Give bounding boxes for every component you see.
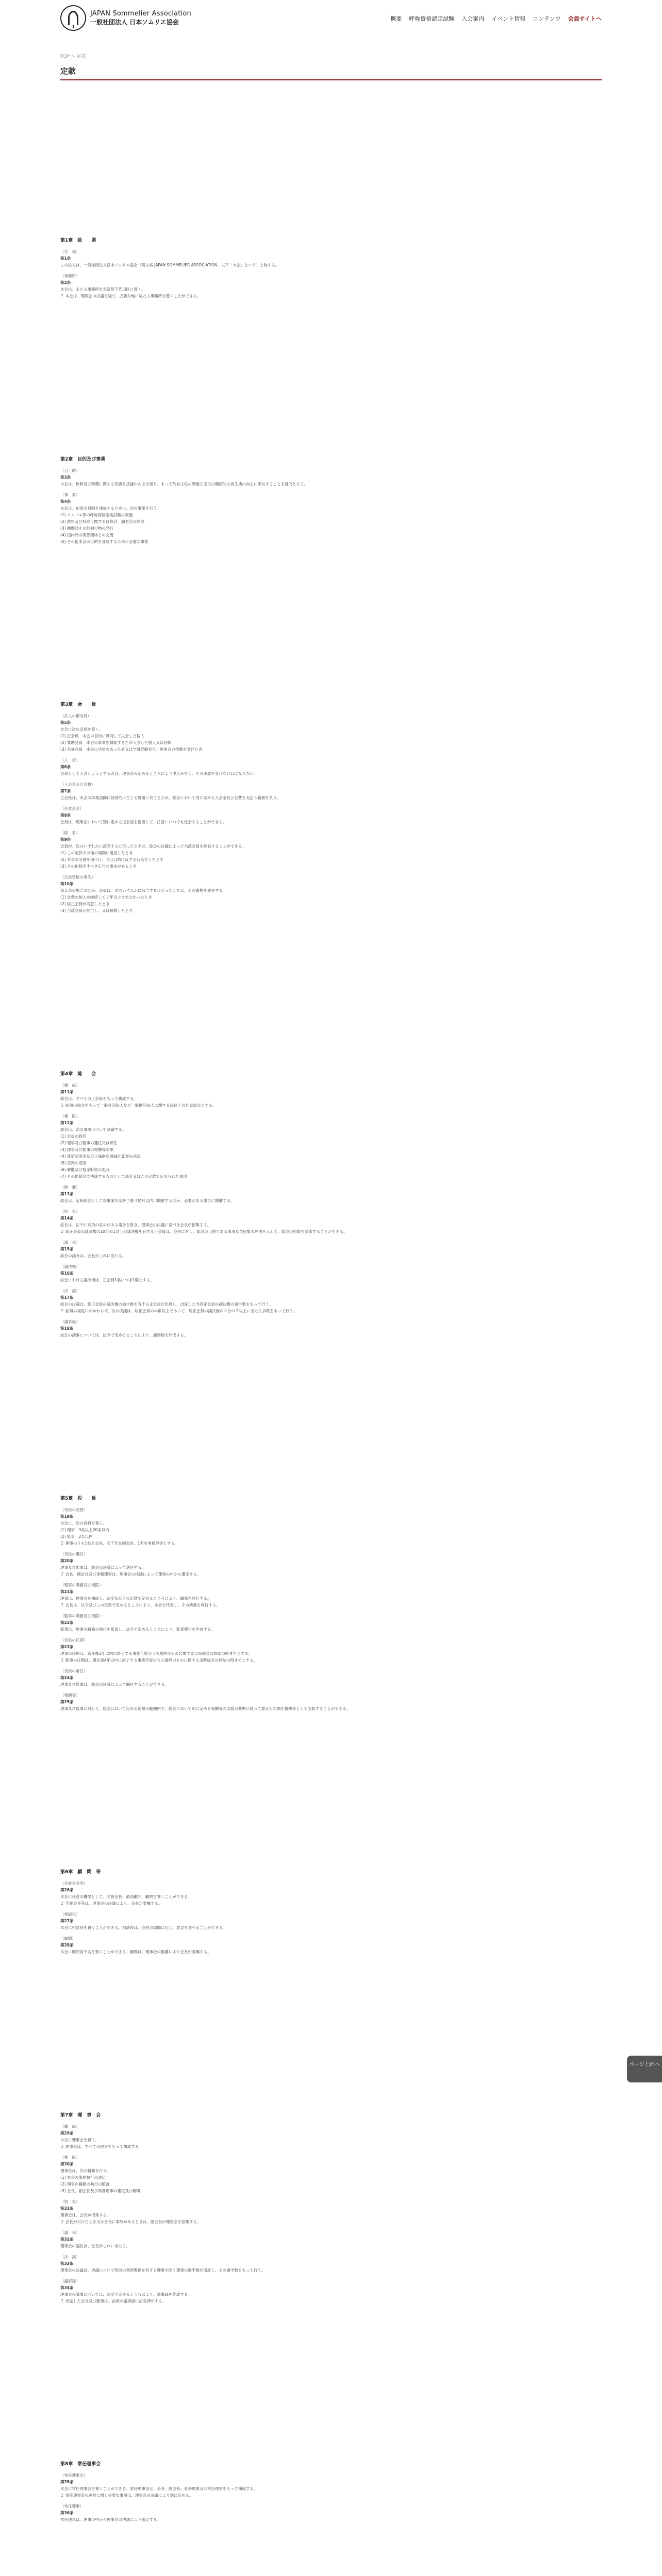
article-caption: （役員の解任） [60, 1668, 88, 1673]
article-caption: （議決権） [60, 1264, 80, 1269]
article-text-line: 会員として入会しようとする者は、理事会の定めるところにより申込みをし、その承認を受けなければならない。 [60, 771, 258, 776]
article-caption: （役員の選任） [60, 1551, 88, 1556]
article-caption: （議事録） [60, 2278, 80, 2283]
article-text-line: 会員は、理事会において別に定める退会届を提出して、任意にいつでも退会することができる。 [60, 820, 227, 825]
article-number: 第5条 [60, 720, 71, 725]
article-caption: （入 会） [60, 758, 80, 763]
article-caption: （顧問） [60, 1936, 76, 1941]
article-text-line: ２ 常任理事会の運営に関し必要な事項は、理事会の決議により別に定める。 [60, 2493, 193, 2498]
article-number: 第23条 [60, 1644, 74, 1649]
article-text-line: ２ 総正会員の議決権の10分の1以上の議決権を有する正会員は、会長に対し、総会の目的である事項及び招集の理由を示して、総会の招集を請求することができる。 [60, 1229, 347, 1234]
article-caption: （議 長） [60, 2230, 80, 2235]
article-text-line: (2) 監事 2名以内 [60, 1534, 93, 1539]
article-caption: （構 成） [60, 2124, 80, 2129]
article-caption: （会員資格の喪失） [60, 875, 95, 880]
article-number: 第30条 [60, 2161, 74, 2166]
article-number: 第14条 [60, 1216, 74, 1221]
article-text-line: (1) この定款その他の規則に違反したとき [60, 851, 133, 856]
article-caption: （任意退会） [60, 806, 84, 811]
article-number: 第3条 [60, 474, 71, 480]
article-caption: （決 議） [60, 1289, 80, 1294]
article-number: 第21条 [60, 1589, 74, 1594]
article-text-line: 前２条の場合のほか、会員は、次のいずれかに該当するに至ったときは、その資格を喪失する。 [60, 888, 227, 893]
article-text-line: 総会は、次の事項について決議する。 [60, 1127, 126, 1132]
article-number: 第29条 [60, 2130, 74, 2136]
article-text-line: ２ 監事の任期は、選任後4年以内に終了する事業年度のうち最終のものに関する定時総会の終結の時までとする。 [60, 1657, 258, 1663]
article-number: 第32条 [60, 2236, 74, 2242]
article-text-line: 監事は、理事の職務の執行を監査し、法令で定めるところにより、監査報告を作成する。 [60, 1626, 215, 1632]
article-text-line: 本会に顧問若干名を置くことができる。顧問は、理事会の推薦により会長が委嘱する。 [60, 1949, 211, 1954]
article-text-line: 本会は、前条の目的を達成するために、次の事業を行う。 [60, 505, 161, 511]
article-text-line: (1) ソムリエ等の呼称資格認定試験の実施 [60, 512, 133, 517]
article-text-line: (1) 会費の納入が継続して２年以上されなかったとき [60, 895, 153, 900]
article-caption: （招 集） [60, 1209, 80, 1214]
chapter-heading: 第6章 顧 問 等 [60, 1869, 101, 1875]
article-caption: （入会金及び会費） [60, 782, 95, 787]
article-caption: （監事の職務及び権限） [60, 1613, 103, 1618]
sommelier-glass-icon [60, 5, 86, 31]
article-caption: （事 業） [60, 492, 80, 497]
article-text-line: 理事会の議事については、法令で定めるところにより、議事録を作成する。 [60, 2292, 192, 2297]
article-number: 第17条 [60, 1295, 74, 1300]
article-text-line: 理事会は、次の職務を行う。 [60, 2168, 111, 2173]
article-text-line: 本会に、次の役員を置く。 [60, 1520, 107, 1526]
article-number: 第15条 [60, 1247, 74, 1252]
article-text-line: (1) 正会員 本会の目的に賛同して入会した個人 [60, 734, 145, 739]
article-text-line: この法人は、一般社団法人日本ソムリエ協会（英文名 JAPAN SOMMELIER ASSOCIATION、以下「本会」という）と称する。 [60, 262, 279, 267]
article-caption: （理事の職務及び権限） [60, 1582, 103, 1587]
article-caption: （名誉会長等） [60, 1880, 88, 1886]
article-text-line: (2) 賛助会員 本会の事業を賛助するため入会した個人又は団体 [60, 740, 172, 745]
article-text-line: (5) その他本会の目的を達成するために必要な事業 [60, 539, 148, 544]
article-text-line: (2) 理事の職務の執行の監督 [60, 2181, 110, 2187]
article-caption: （常任理事会） [60, 2473, 88, 2478]
article-text-line: 理事は、理事会を構成し、法令及びこの定款で定めるところにより、職務を執行する。 [60, 1596, 211, 1601]
page-title: 定款 [60, 66, 76, 76]
article-number: 第1条 [60, 256, 71, 261]
article-number: 第31条 [60, 2206, 74, 2211]
article-text-line: (1) 理事 3名以上20名以内 [60, 1527, 109, 1532]
article-text-line: (7) その他総会で決議するものとして法令又はこの定款で定められた事項 [60, 1174, 187, 1179]
article-caption: （構 成） [60, 1083, 80, 1088]
back-to-top-button[interactable]: ページ上部へ [627, 2056, 662, 2082]
article-text-line: (1) 会員の除名 [60, 1134, 87, 1139]
articles-content [60, 238, 602, 2576]
chapter-heading: 第5章 役 員 [60, 1496, 96, 1501]
article-text-line: 総会は、法令に別段の定めがある場合を除き、理事会の決議に基づき会長が招集する。 [60, 1223, 211, 1228]
article-text-line: 総会は、定時総会として毎事業年度終了後３箇月以内に開催するほか、必要がある場合に開催する。 [60, 1198, 235, 1204]
page-wrapper [60, 0, 602, 2576]
article-caption: （除 名） [60, 831, 80, 836]
article-text-line: (3) その他除名すべき正当な事由があるとき [60, 864, 137, 869]
article-number: 第28条 [60, 1942, 74, 1947]
chapter-heading: 第3章 会 員 [60, 702, 96, 708]
article-text-line: 理事会の議長は、会長がこれに当たる。 [60, 2243, 130, 2248]
article-number: 第11条 [60, 1090, 74, 1095]
article-number: 第20条 [60, 1558, 74, 1563]
article-text-line: 総会の議事については、法令で定めるところにより、議事録を作成する。 [60, 1333, 188, 1338]
article-text-line: 理事会は、会長が招集する。 [60, 2212, 111, 2217]
nav-contents[interactable]: コンテンツ [533, 15, 561, 22]
nav-events[interactable]: イベント情報 [491, 15, 526, 22]
article-number: 第4条 [60, 499, 71, 504]
article-text-line: ２ 会長が欠けたとき又は会長に事故があるときは、副会長が理事会を招集する。 [60, 2219, 201, 2224]
article-text-line: 理事及び監事は、総会の決議によって選任する。 [60, 1565, 145, 1570]
article-text-line: (4) 貸借対照表及び正味財産増減計算書の承認 [60, 1154, 141, 1159]
article-text-line: 本会に理事会を置く。 [60, 2137, 99, 2142]
article-number: 第7条 [60, 789, 71, 794]
article-number: 第10条 [60, 882, 74, 887]
chapter-heading: 第2章 目的及び事業 [60, 456, 106, 462]
article-text-line: 総会における議決権は、正会員1名につき1個とする。 [60, 1278, 154, 1283]
article-text-line: 理事及び監事は、総会の決議によって解任することができる。 [60, 1682, 169, 1687]
article-caption: （議 長） [60, 1240, 80, 1245]
article-text-line: (3) 名誉会員 本会に功労のあった者又は学識経験者で、理事会の推薦を受けた者 [60, 747, 203, 752]
article-caption: （招 集） [60, 2199, 80, 2204]
nav-about[interactable]: 概要 [390, 15, 402, 22]
article-number: 第6条 [60, 765, 71, 770]
article-number: 第36条 [60, 2511, 74, 2516]
article-number: 第9条 [60, 837, 71, 842]
article-text-line: ２ 会長、副会長及び専務理事は、理事会の決議によって理事の中から選定する。 [60, 1571, 201, 1577]
article-number: 第13条 [60, 1192, 74, 1197]
article-text-line: 本会に任意の機関として、名誉会長、最高顧問、顧問を置くことができる。 [60, 1894, 192, 1899]
article-text-line: (2) 総正会員が同意したとき [60, 902, 110, 907]
article-text-line: ２ 理事会は、すべての理事をもって構成する。 [60, 2144, 143, 2149]
article-text-line: 本会に相談役を置くことができる。相談役は、会長の諮問に応じ、意見を述べることができる。 [60, 1925, 227, 1930]
chapter-heading: 第4章 総 会 [60, 1072, 96, 1077]
article-number: 第22条 [60, 1620, 74, 1625]
article-text-line: 正会員は、本会の事業活動に経常的に生じる費用に充てるため、総会において別に定める入会金及び会費を支払う義務を負う。 [60, 795, 281, 801]
nav-member-site[interactable]: 会員サイトへ [568, 15, 602, 22]
nav-membership[interactable]: 入会案内 [461, 15, 485, 22]
article-caption: （事務所） [60, 273, 80, 278]
article-number: 第12条 [60, 1121, 74, 1126]
article-text-line: ２ 本会は、理事会の決議を経て、必要な地に従たる事務所を置くことができる。 [60, 293, 201, 298]
article-text-line: (5) 定款の変更 [60, 1161, 87, 1166]
article-caption: （法人の構成員） [60, 714, 91, 719]
article-caption: （相談役） [60, 1911, 80, 1917]
article-text-line: 本会に次の会員を置く。 [60, 727, 103, 732]
article-text-line: ２ 出席した会長及び監事は、前項の議事録に記名押印する。 [60, 2298, 166, 2303]
article-number: 第8条 [60, 813, 71, 818]
article-text-line: 理事及び監事に対して、総会において定める総額の範囲内で、総会において別に定める報酬等の支給の基準に従って算定した額を報酬等として支給することができる。 [60, 1706, 351, 1711]
article-text-line: 常任理事は、理事の中から理事会の決議により選定する。 [60, 2517, 161, 2522]
article-number: 第24条 [60, 1675, 74, 1680]
nav-exam[interactable]: 呼称資格認定試験 [409, 15, 455, 22]
article-text-line: 本会は、主たる事務所を東京都千代田区に置く。 [60, 286, 145, 292]
site-header [60, 0, 602, 40]
article-caption: （開 催） [60, 1185, 80, 1190]
article-text-line: 本会は、飲料及び料理に関する知識と技能の向上を図り、もって飲食文化の発展と国民の健康的な食生活の向上に寄与することを目的とする。 [60, 481, 308, 486]
logo-text [90, 10, 191, 26]
article-text-line: 本会に常任理事会を置くことができる。常任理事会は、会長、副会長、専務理事及び常任理事をもって構成する。 [60, 2486, 258, 2492]
article-number: 第16条 [60, 1271, 74, 1276]
article-text-line: 理事会の決議は、決議について特別の利害関係を有する理事を除く理事の過半数が出席し、その過半数をもって行う。 [60, 2267, 266, 2273]
org-name-jp: 一般社団法人 日本ソムリエ協会 [90, 18, 179, 26]
article-caption: （役員の任期） [60, 1637, 88, 1642]
article-text-line: ２ 前項の総会をもって一般社団法人及び一般財団法人に関する法律上の社員総会とする。 [60, 1103, 217, 1108]
article-number: 第33条 [60, 2261, 74, 2266]
article-text-line: 総会の決議は、総正会員の議決権の過半数を有する正会員が出席し、出席した当該正会員の議決権の過半数をもって行う。 [60, 1302, 273, 1307]
article-text-line: (2) 理事及び監事の選任又は解任 [60, 1141, 118, 1146]
article-text-line: 会員が、次のいずれかに該当するに至ったときは、総会の決議によって当該会員を除名することができる。 [60, 844, 246, 849]
chapter-heading: 第7章 理 事 会 [60, 2112, 101, 2118]
article-caption: （決 議） [60, 2254, 80, 2259]
chapter-heading: 第1章 総 則 [60, 238, 96, 243]
article-caption: （権 限） [60, 2155, 80, 2160]
article-number: 第35条 [60, 2480, 74, 2485]
article-number: 第34条 [60, 2285, 74, 2290]
article-caption: （役員の設置） [60, 1507, 88, 1512]
article-number: 第2条 [60, 280, 71, 285]
article-text-line: (3) 当該会員が死亡し、又は解散したとき [60, 908, 133, 913]
article-caption: （議事録） [60, 1319, 80, 1325]
article-text-line: (2) 本会の名誉を傷つけ、又は目的に反する行為をしたとき [60, 857, 164, 862]
article-text-line: (3) 機関誌その他刊行物の発行 [60, 526, 114, 531]
article-text-line: ２ 名誉会長等は、理事会の決議により、会長が委嘱する。 [60, 1901, 162, 1906]
article-text-line: (3) 理事及び監事の報酬等の額 [60, 1147, 114, 1153]
article-text-line: ２ 理事のうち1名を会長、若干名を副会長、1名を専務理事とする。 [60, 1540, 179, 1546]
article-number: 第18条 [60, 1326, 74, 1331]
article-number: 第26条 [60, 1887, 74, 1892]
article-text-line: ２ 前項の規定にかかわらず、次の決議は、総正会員の半数以上であって、総正会員の議決権の３分の２以上に当たる多数をもって行う。 [60, 1309, 297, 1314]
article-caption: （目 的） [60, 468, 80, 473]
article-number: 第27条 [60, 1918, 74, 1923]
article-text-line: (1) 本会の業務執行の決定 [60, 2175, 106, 2180]
title-bar [60, 65, 602, 80]
site-logo[interactable] [60, 5, 191, 31]
article-text-line: (6) 解散及び残余財産の処分 [60, 1167, 110, 1173]
article-caption: （権 限） [60, 1114, 80, 1119]
chapter-heading: 第8章 常任理事会 [60, 2462, 101, 2467]
article-caption: （名 称） [60, 249, 80, 254]
article-text-line: 理事の任期は、選任後2年以内に終了する事業年度のうち最終のものに関する定時総会の終結の時までとする。 [60, 1651, 253, 1656]
article-text-line: 総会の議長は、会長がこれに当たる。 [60, 1253, 126, 1259]
org-name-en: JAPAN Sommelier Association [90, 10, 191, 18]
article-caption: （常任理事） [60, 2504, 84, 2509]
article-text-line: (3) 会長、副会長及び専務理事の選定及び解職 [60, 2188, 141, 2193]
article-text-line: (2) 飲料及び料理に関する研修会、講習会の開催 [60, 519, 145, 524]
article-text-line: ２ 会長は、法令及びこの定款で定めるところにより、本会を代表し、その業務を執行する。 [60, 1602, 220, 1607]
article-caption: （報酬等） [60, 1692, 80, 1698]
article-text-line: 総会は、すべての正会員をもって構成する。 [60, 1096, 138, 1101]
global-nav [390, 14, 602, 23]
breadcrumb[interactable]: TOP > 定款 [60, 54, 86, 59]
article-number: 第25条 [60, 1699, 74, 1704]
article-number: 第19条 [60, 1514, 74, 1519]
article-text-line: (4) 国内外の関係団体との交流 [60, 532, 114, 537]
